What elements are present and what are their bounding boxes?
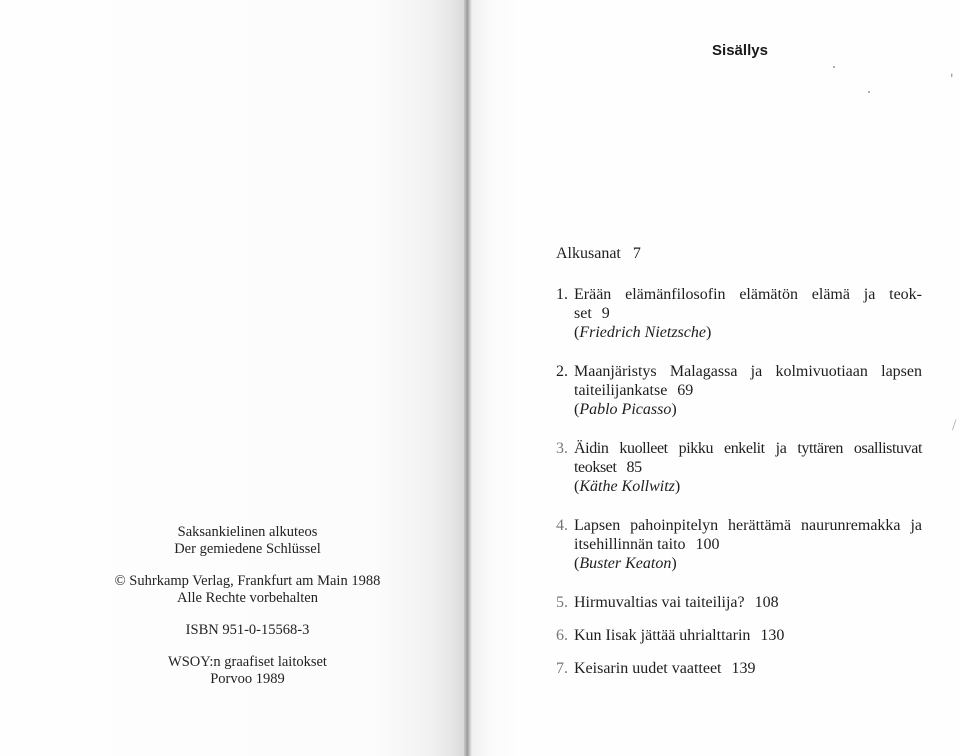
- toc-entry: [556, 593, 922, 612]
- toc-entry-author: Friedrich Nietzsche: [579, 324, 706, 341]
- copyright-block: [60, 573, 435, 607]
- imprint-line: Saksankielinen alkuteos: [177, 524, 318, 540]
- toc-entry-title: Maanjäristys Malagassa ja kolmivuotiaan lapsen taiteilijankatse: [574, 363, 922, 399]
- table-of-contents: [556, 244, 922, 692]
- pencil-mark: /: [952, 418, 957, 433]
- book-gutter: [464, 0, 472, 756]
- toc-entry-title: Erään elämänfilosofin elämätön elämä ja teok-set: [574, 286, 922, 322]
- toc-page-number: 7: [632, 245, 641, 262]
- toc-entry-number: 3.: [556, 440, 568, 457]
- imprint-line: © Suhrkamp Verlag, Frankfurt am Main 1988: [114, 573, 381, 589]
- imprint-line: ISBN 951-0-15568-3: [185, 622, 310, 638]
- toc-entry-title: Hirmuvaltias vai taiteilija?: [574, 594, 745, 611]
- toc-entry-number: 1.: [556, 286, 568, 303]
- pencil-mark: ': [950, 72, 954, 87]
- toc-page-number: 9: [601, 305, 610, 322]
- paper-speck: [868, 91, 870, 93]
- isbn-block: [60, 622, 435, 639]
- toc-page-number: 130: [760, 627, 785, 644]
- paper-speck: [833, 66, 835, 68]
- toc-preface: [556, 244, 922, 263]
- toc-entry-number: 6.: [556, 627, 568, 644]
- printer-block: [60, 654, 435, 688]
- imprint-line: Alle Rechte vorbehalten: [177, 590, 318, 606]
- toc-preface-label: Alkusanat: [556, 245, 621, 262]
- toc-entry-author: Käthe Kollwitz: [579, 478, 675, 495]
- toc-page-number: 100: [695, 536, 720, 553]
- toc-entry: 4. Lapsen pahoinpitelyn herättämä naurunremakka ja itsehillinnän taito 100 (Buster Keaton): [556, 517, 922, 572]
- toc-entry-number: 2.: [556, 363, 568, 380]
- toc-entry: 3. Äidin kuolleet pikku enkelit ja tyttären osallistuvat teokset 85 (Käthe Kollwitz): [556, 440, 922, 495]
- toc-entry: 2. Maanjäristys Malagassa ja kolmivuotiaan lapsen taiteilijankatse 69 (Pablo Picasso): [556, 363, 922, 418]
- toc-page-number: 139: [731, 660, 756, 677]
- imprint-line: Porvoo 1989: [210, 671, 285, 687]
- toc-page-number: 108: [754, 594, 779, 611]
- toc-page-number: 85: [626, 459, 642, 476]
- toc-entry-number: 7.: [556, 660, 568, 677]
- imprint: [60, 524, 435, 688]
- toc-entry-title: Kun Iisak jättää uhrialttarin: [574, 627, 751, 644]
- toc-entry-title: Keisarin uudet vaatteet: [574, 660, 722, 677]
- page-title: Sisällys: [712, 42, 768, 59]
- toc-entry: 1. Erään elämänfilosofin elämätön elämä ja teok-set 9 (Friedrich Nietzsche): [556, 286, 922, 341]
- toc-entry-number: 5.: [556, 594, 568, 611]
- original-title-block: [60, 524, 435, 558]
- left-page: [0, 0, 466, 756]
- toc-entry: [556, 659, 922, 678]
- imprint-line: Der gemiedene Schlüssel: [174, 541, 321, 557]
- toc-page-number: 69: [677, 382, 694, 399]
- toc-entry-author: Buster Keaton: [579, 555, 672, 572]
- toc-entry-title: Lapsen pahoinpitelyn herättämä naurunremakka ja itsehillinnän taito: [574, 517, 922, 553]
- imprint-line: WSOY:n graafiset laitokset: [168, 654, 327, 670]
- toc-entry-number: 4.: [556, 517, 568, 534]
- toc-entry-title: Äidin kuolleet pikku enkelit ja tyttären osallistuvat teokset: [574, 440, 922, 476]
- toc-entry: [556, 626, 922, 645]
- toc-entry-author: Pablo Picasso: [579, 401, 672, 418]
